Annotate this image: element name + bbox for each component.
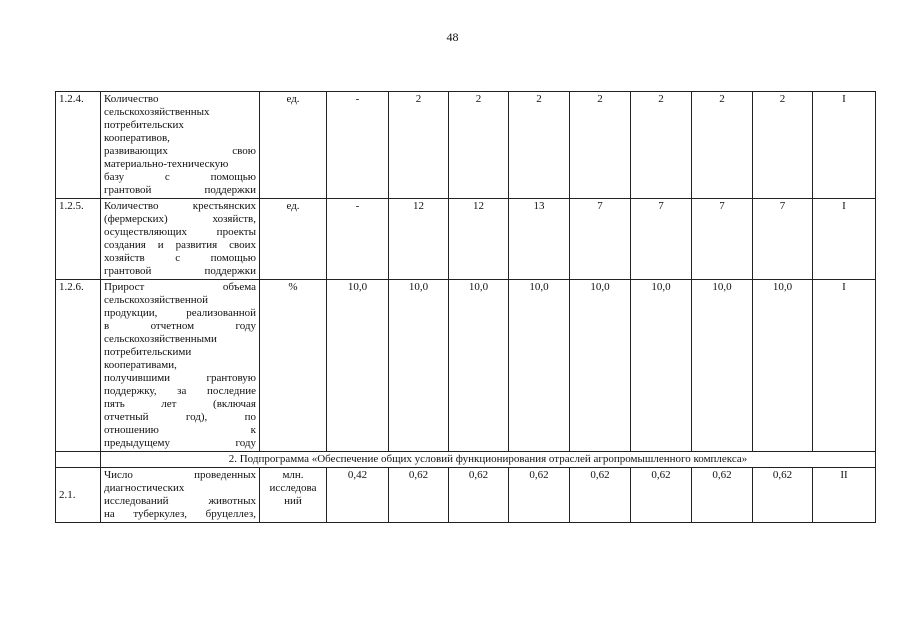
description-line: Количество крестьянских <box>104 200 256 212</box>
value-cell: 7 <box>692 199 753 280</box>
value-cell: 0,62 <box>449 468 509 523</box>
table-row <box>56 199 876 280</box>
indicator-description <box>101 468 260 523</box>
description-line: базу с помощью <box>104 171 256 183</box>
value-cell: 0,62 <box>692 468 753 523</box>
page-number: 48 <box>446 30 459 44</box>
value-cell: 7 <box>570 199 631 280</box>
row-number: 1.2.6. <box>56 280 101 452</box>
description-line: потребительскими <box>104 346 192 358</box>
value-cell: 2 <box>449 92 509 199</box>
description-line: на туберкулез, бруцеллез, <box>104 508 256 520</box>
value-cell: 2 <box>692 92 753 199</box>
value-cell: 7 <box>753 199 813 280</box>
description-line: получившими грантовую <box>104 372 256 384</box>
unit-line: млн. <box>282 469 304 481</box>
section-header-row <box>56 452 876 468</box>
indicator-description <box>101 280 260 452</box>
source-cell: II <box>813 468 876 523</box>
value-cell: 12 <box>449 199 509 280</box>
value-cell: - <box>327 92 389 199</box>
value-cell: 2 <box>570 92 631 199</box>
indicator-description <box>101 92 260 199</box>
value-cell: 0,62 <box>570 468 631 523</box>
value-cell: 10,0 <box>449 280 509 452</box>
description-line: потребительских <box>104 119 184 131</box>
indicator-description <box>101 199 260 280</box>
value-cell: 10,0 <box>570 280 631 452</box>
unit-cell: ед. <box>260 199 327 280</box>
section-number-cell <box>56 452 101 468</box>
value-cell: 10,0 <box>389 280 449 452</box>
value-cell: 10,0 <box>509 280 570 452</box>
description-line: диагностических <box>104 482 185 494</box>
value-cell: 10,0 <box>692 280 753 452</box>
description-line: Число проведенных <box>104 469 256 481</box>
table-row <box>56 468 876 523</box>
value-cell: 0,62 <box>509 468 570 523</box>
unit-cell <box>260 468 327 523</box>
unit-line: ний <box>284 495 302 507</box>
source-cell: I <box>813 92 876 199</box>
description-line: предыдущему году <box>104 437 256 449</box>
row-number: 2.1. <box>56 468 101 523</box>
description-line: грантовой поддержки <box>104 184 256 196</box>
value-cell: 2 <box>753 92 813 199</box>
description-line: пять лет (включая <box>104 398 256 410</box>
source-cell: I <box>813 280 876 452</box>
value-cell: 12 <box>389 199 449 280</box>
value-cell: 10,0 <box>327 280 389 452</box>
description-line: отношению к <box>104 424 256 436</box>
value-cell: 10,0 <box>753 280 813 452</box>
value-cell: 2 <box>631 92 692 199</box>
unit-line: исследова <box>269 482 317 494</box>
description-line: создания и развития своих <box>104 239 256 251</box>
subprogram-title: 2. Подпрограмма «Обеспечение общих условий функционирования отраслей агропромышленного комплекса» <box>101 452 876 468</box>
value-cell: 7 <box>631 199 692 280</box>
description-line: материально-техническую <box>104 158 229 170</box>
description-line: Прирост объема <box>104 281 256 293</box>
description-line: исследований животных <box>104 495 256 507</box>
value-cell: 2 <box>509 92 570 199</box>
value-cell: 0,62 <box>389 468 449 523</box>
table-row <box>56 92 876 199</box>
row-number: 1.2.4. <box>56 92 101 199</box>
value-cell: 13 <box>509 199 570 280</box>
value-cell: 10,0 <box>631 280 692 452</box>
description-line: продукции, реализованной <box>104 307 256 319</box>
source-cell: I <box>813 199 876 280</box>
description-line: кооперативами, <box>104 359 177 371</box>
description-line: сельскохозяйственной <box>104 294 209 306</box>
description-line: сельскохозяйственных <box>104 106 210 118</box>
description-line: развивающих свою <box>104 145 256 157</box>
value-cell: 2 <box>389 92 449 199</box>
description-line: осуществляющих проекты <box>104 226 256 238</box>
row-number: 1.2.5. <box>56 199 101 280</box>
description-line: отчетный год), по <box>104 411 256 423</box>
unit-cell: ед. <box>260 92 327 199</box>
value-cell: 0,42 <box>327 468 389 523</box>
description-line: сельскохозяйственными <box>104 333 217 345</box>
unit-cell: % <box>260 280 327 452</box>
value-cell: - <box>327 199 389 280</box>
value-cell: 0,62 <box>631 468 692 523</box>
description-line: грантовой поддержки <box>104 265 256 277</box>
description-line: (фермерских) хозяйств, <box>104 213 256 225</box>
description-line: хозяйств с помощью <box>104 252 256 264</box>
table-row <box>56 280 876 452</box>
description-line: поддержку, за последние <box>104 385 256 397</box>
description-line: Количество <box>104 93 159 105</box>
description-line: в отчетном году <box>104 320 256 332</box>
indicators-table <box>55 91 876 523</box>
value-cell: 0,62 <box>753 468 813 523</box>
description-line: кооперативов, <box>104 132 170 144</box>
